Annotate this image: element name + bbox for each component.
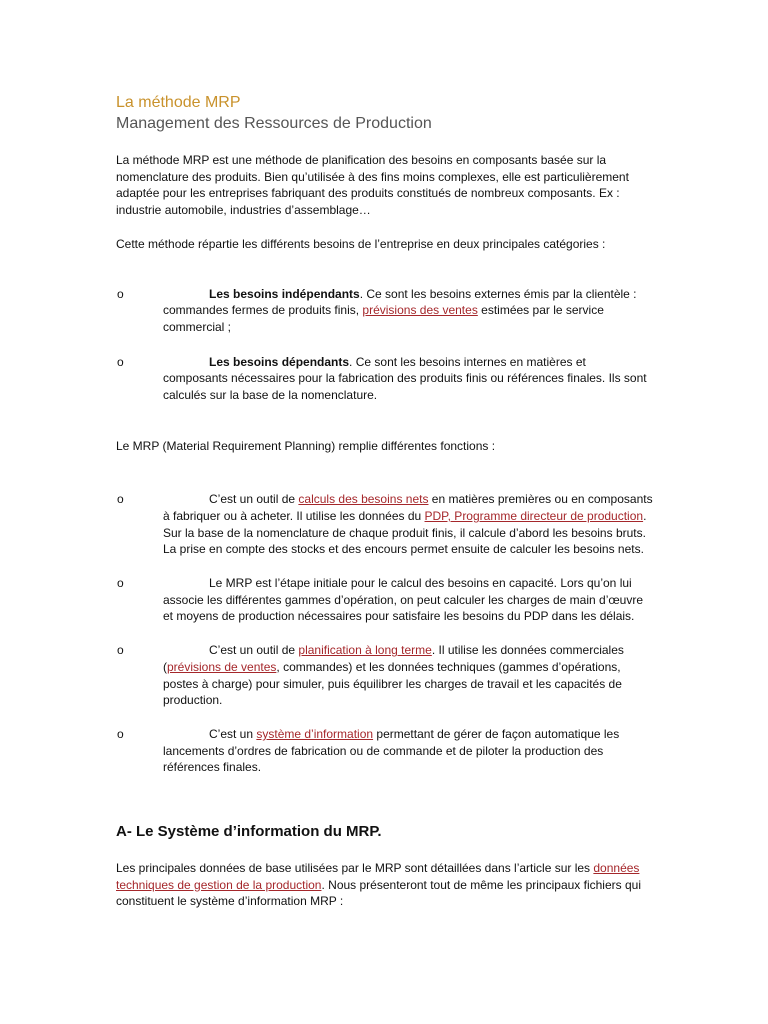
list-item-function-4: o C’est un système d’information permettant de gérer de façon automatique les lancements d’ordres de fabrication ou de commande et de piloter la production des références finales. (117, 726, 620, 775)
link-planification-long-terme[interactable]: planification à long terme (298, 643, 432, 658)
link-previsions-de-ventes[interactable]: prévisions de ventes (167, 659, 277, 674)
section-heading: A- Le Système d’information du MRP. (116, 823, 382, 841)
link-calculs-des-besoins-nets[interactable]: calculs des besoins nets (298, 492, 429, 507)
list-item-dependent-needs: o Les besoins dépendants. Ce sont les besoins internes en matières et composants nécessaires pour la fabrication des produits finis ou références finales. Ils sont calculés sur la base de la nomenclature. (117, 354, 647, 403)
list-item-function-3: o C’est un outil de planification à long terme. Il utilise les données commerciales (prévisions de ventes, commandes) et les données techniques (gammes d’opérations, postes à charge) pour simuler, puis équilibrer les charges de travail et les capacités de production. (117, 643, 624, 708)
link-previsions-des-ventes[interactable]: prévisions des ventes (362, 303, 478, 318)
document-page (116, 92, 656, 910)
bold-term: Les besoins indépendants (209, 286, 360, 301)
intro-paragraph: La méthode MRP est une méthode de planification des besoins en composants basée sur la nomenclature des produits. Bien qu’utilisée à des fins moins complexes, elle est particulièrement adaptée pour les entreprises fabriquant des produits constitués de nombreux composants. Ex : industrie automobile, industries d’assemblage… (116, 153, 629, 217)
bullet-icon: o (117, 354, 124, 369)
link-pdp[interactable]: PDP, Programme directeur de production (424, 508, 644, 523)
bullet-icon: o (117, 643, 124, 658)
needs-list (117, 286, 653, 404)
list-item-independent-needs: o Les besoins indépendants. Ce sont les besoins externes émis par la clientèle : commandes fermes de produits finis, prévisions des ventes estimées par le service commercial ; (117, 286, 637, 334)
mrp-intro-paragraph: Le MRP (Material Requirement Planning) remplie différentes fonctions : (116, 438, 496, 453)
list-item-function-1: o C’est un outil de calculs des besoins nets en matières premières ou en composants à fabriquer ou à acheter. Il utilise les données du PDP, Programme directeur de production. Sur la base de la nomenclature de chaque produit finis, il calcule d’abord les besoins bruts. La prise en compte des stocks et des encours permet ensuite de calculer les besoins nets. (117, 492, 653, 557)
document-title: La méthode MRP (116, 94, 241, 111)
bold-term: Les besoins dépendants (209, 354, 350, 369)
list-item-function-2: o Le MRP est l’étape initiale pour le calcul des besoins en capacité. Lors qu’on lui associe les différentes gammes d’opération, on peut calculer les charges de main d’œuvre et moyens de production nécessaires pour satisfaire les besoins du PDP dans les délais. (117, 576, 644, 624)
document-subtitle: Management des Ressources de Production (116, 115, 432, 132)
bullet-icon: o (117, 576, 124, 591)
bullet-icon: o (117, 726, 124, 741)
link-donnees-techniques[interactable]: données techniques de gestion de la production (116, 861, 640, 892)
bullet-icon: o (117, 492, 124, 507)
functions-list (117, 491, 653, 776)
bullet-icon: o (117, 286, 124, 301)
link-systeme-information[interactable]: système d’information (256, 726, 374, 741)
final-paragraph: Les principales données de base utilisées par le MRP sont détaillées dans l’article sur les données techniques de gestion de la production. Nous présenteront tout de même les principaux fichiers qui constituent le système d’information MRP : (116, 861, 641, 909)
categories-paragraph: Cette méthode répartie les différents besoins de l’entreprise en deux principales catégories : (116, 237, 606, 251)
